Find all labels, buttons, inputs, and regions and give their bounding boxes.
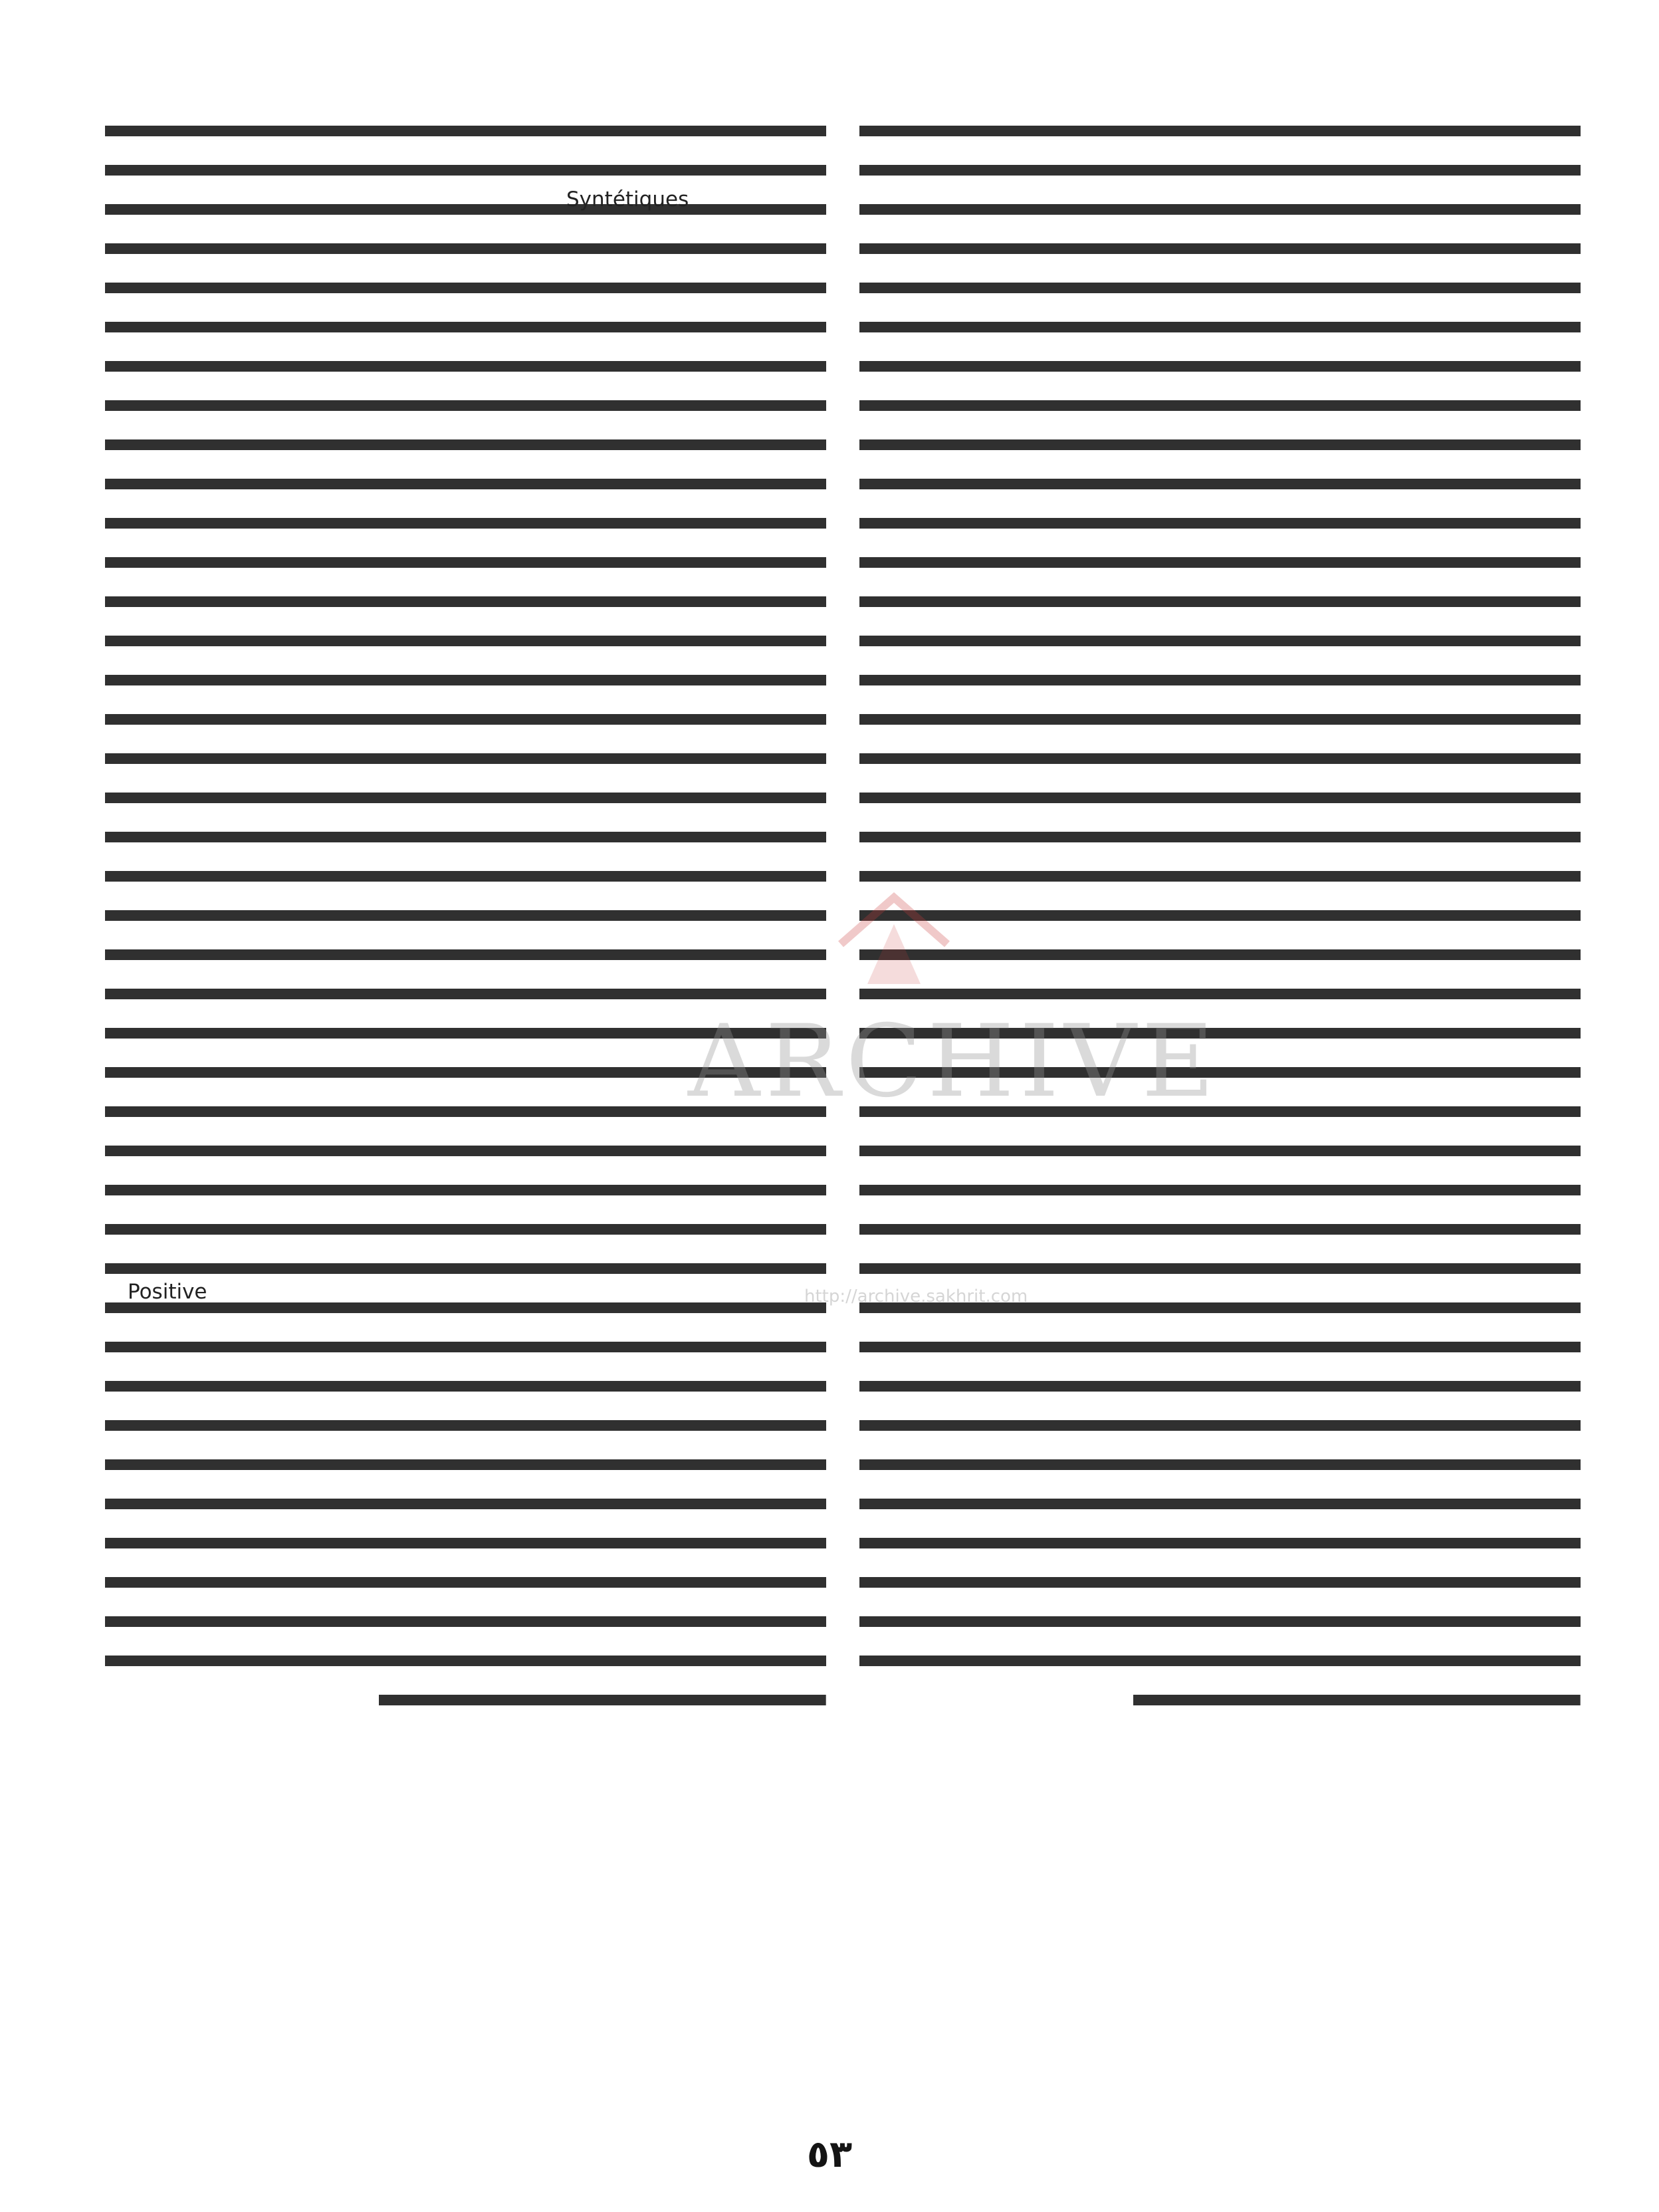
text-line: [105, 777, 826, 816]
text-line: [105, 659, 826, 698]
page-number: ٥٣: [806, 2133, 853, 2176]
text-line: [105, 1247, 826, 1287]
text-line: [859, 659, 1581, 698]
text-line: [859, 620, 1581, 659]
text-line: [859, 227, 1581, 267]
text-line: [105, 580, 826, 620]
text-line: [859, 1208, 1581, 1247]
text-line: [859, 855, 1581, 894]
text-line: [105, 110, 826, 149]
text-line: [105, 1561, 826, 1600]
text-line: [105, 188, 826, 227]
text-line: [105, 1287, 826, 1326]
text-line: [859, 267, 1581, 306]
text-line: [859, 1443, 1581, 1483]
text-line: [859, 737, 1581, 777]
text-line: [859, 1640, 1581, 1679]
archive-watermark-icon: [834, 884, 954, 991]
text-line: [105, 1600, 826, 1640]
inline-term-positive: Positive: [128, 1280, 207, 1304]
text-line: [105, 737, 826, 777]
text-line: [859, 1365, 1581, 1404]
text-line: [105, 698, 826, 737]
inline-term-syntetiques: Syntétiques: [566, 187, 689, 211]
text-line: [105, 816, 826, 855]
watermark-url: http://archive.sakhrit.com: [804, 1287, 1028, 1306]
text-line: [105, 1640, 826, 1679]
text-line: [105, 894, 826, 933]
text-line: [105, 1522, 826, 1561]
text-line: [859, 345, 1581, 384]
watermark-text: ARCHIVE: [688, 1004, 1220, 1120]
text-line: [105, 933, 826, 973]
text-line: [859, 1404, 1581, 1443]
text-line: [859, 1600, 1581, 1640]
text-line: [105, 620, 826, 659]
text-line: [859, 1326, 1581, 1365]
text-line: [859, 149, 1581, 188]
text-line: [105, 855, 826, 894]
text-line: [859, 541, 1581, 580]
text-line: [105, 502, 826, 541]
text-line: [859, 463, 1581, 502]
text-line: [859, 1247, 1581, 1287]
text-line: [859, 1522, 1581, 1561]
text-line: [105, 424, 826, 463]
text-line: [859, 502, 1581, 541]
text-line: [859, 306, 1581, 345]
text-line: [859, 1679, 1581, 1718]
text-line: [105, 1365, 826, 1404]
text-line: [859, 580, 1581, 620]
text-line: [859, 1169, 1581, 1208]
text-line: [859, 1561, 1581, 1600]
text-line: [859, 1483, 1581, 1522]
text-line: [105, 1208, 826, 1247]
text-line: [105, 1483, 826, 1522]
text-line: [859, 188, 1581, 227]
text-line: [105, 1443, 826, 1483]
text-line: [105, 1326, 826, 1365]
text-line: [105, 541, 826, 580]
text-line: [105, 345, 826, 384]
text-line: [105, 149, 826, 188]
text-line: [859, 777, 1581, 816]
text-line: [105, 306, 826, 345]
text-line: [859, 110, 1581, 149]
text-line: [859, 816, 1581, 855]
text-line: [859, 698, 1581, 737]
text-line: [859, 894, 1581, 933]
text-line: [105, 1679, 826, 1718]
text-line: [859, 384, 1581, 424]
text-line: [859, 424, 1581, 463]
text-line: [105, 1404, 826, 1443]
text-line: [105, 384, 826, 424]
text-line: [105, 1130, 826, 1169]
text-line: [859, 933, 1581, 973]
text-line: [105, 463, 826, 502]
text-line: [859, 1130, 1581, 1169]
text-line: [105, 227, 826, 267]
text-line: [105, 267, 826, 306]
text-line: [105, 1169, 826, 1208]
